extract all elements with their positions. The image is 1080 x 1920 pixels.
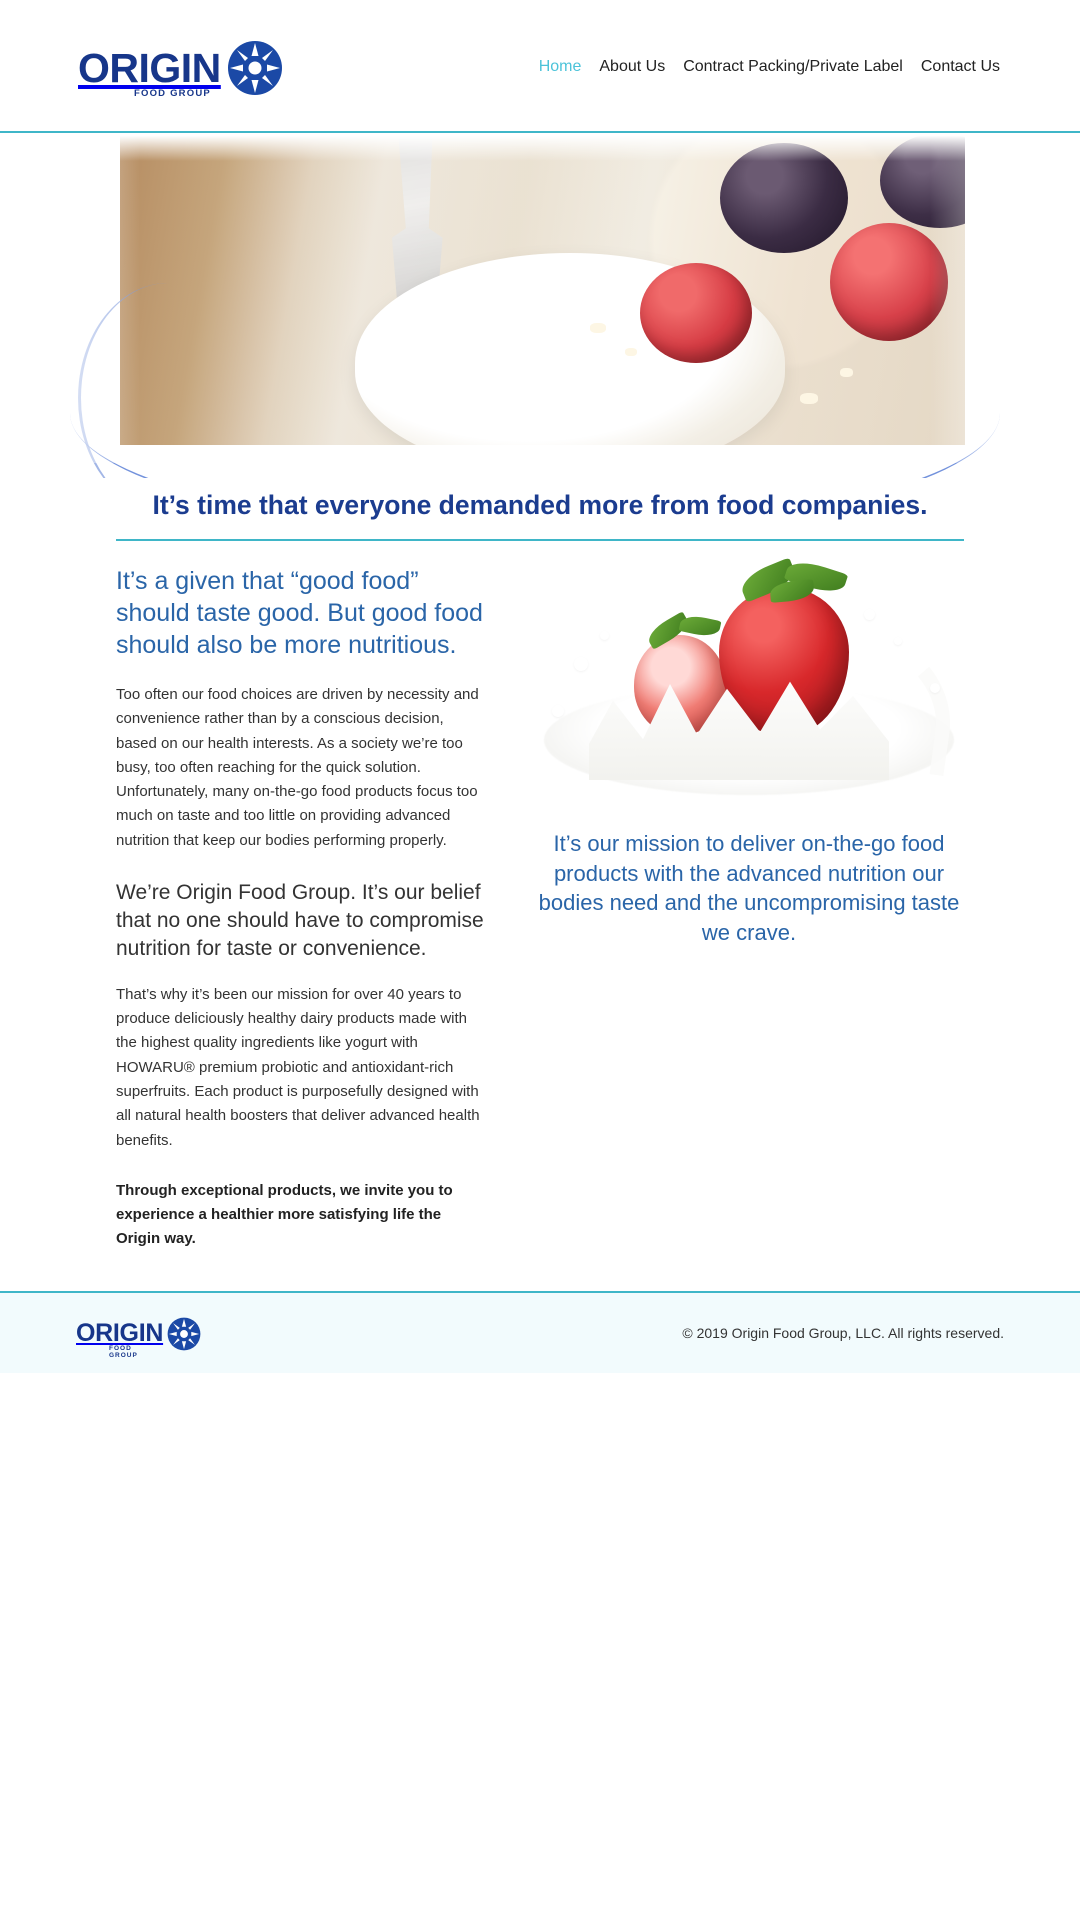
hero-fade bbox=[0, 133, 1080, 161]
footer-logo-wordmark: ORIGIN bbox=[76, 1319, 164, 1348]
left-column bbox=[116, 565, 486, 1251]
right-column bbox=[534, 565, 964, 1251]
body-paragraph-2: That’s why it’s been our mission for over 40 years to produce deliciously healthy dairy products made with the highest quality ingredients like yogurt with HOWARU® premium probiotic and antioxidant-rich superfruits. Each product is purposefully designed with all natural health boosters that deliver advanced health benefits. bbox=[116, 985, 480, 1149]
hero-fade bbox=[0, 133, 140, 463]
closing-statement: Through exceptional products, we invite you to experience a healthier more satisfying life the Origin way. bbox=[116, 1181, 453, 1247]
lead-paragraph: It’s a given that “good food” should taste good. But good food should also be more nutritious. bbox=[116, 567, 483, 659]
primary-nav bbox=[539, 58, 1000, 76]
logo-wordmark: ORIGIN bbox=[78, 44, 221, 91]
copyright-text: © 2019 Origin Food Group, LLC. All rights reserved. bbox=[682, 1324, 1004, 1341]
mission-statement: It’s our mission to deliver on-the-go food products with the advanced nutrition our bodies need and the uncompromising taste we crave. bbox=[538, 831, 960, 946]
page-title: It’s time that everyone demanded more from food companies. bbox=[152, 490, 928, 520]
milk-droplet bbox=[930, 683, 940, 693]
site-footer bbox=[0, 1291, 1080, 1373]
strawberry-milk-splash-image bbox=[534, 565, 964, 805]
body-paragraph-1: Too often our food choices are driven by necessity and convenience rather than by a conscious decision, based on our health interests. As a society we’re too busy, too often reaching for the quick solution. Unfortunately, many on-the-go food products focus too much on taste and too little on providing advanced nutrition that keep our bodies performing properly. bbox=[116, 686, 479, 849]
site-logo[interactable] bbox=[78, 40, 283, 99]
milk-droplet bbox=[574, 657, 588, 671]
milk-droplet bbox=[864, 609, 875, 620]
milk-droplet bbox=[894, 637, 902, 645]
empty-area-below-footer bbox=[0, 1373, 1080, 1920]
footer-logo[interactable] bbox=[76, 1317, 201, 1360]
origin-starburst-icon bbox=[227, 40, 283, 96]
nav-item-contact-us[interactable]: Contact Us bbox=[920, 58, 1000, 75]
nav-item-home[interactable]: Home bbox=[538, 58, 582, 75]
footer-logo-tagline: FOOD GROUP bbox=[109, 1345, 138, 1360]
section-subheading: We’re Origin Food Group. It’s our belief that no one should have to compromise nutrition for taste or convenience. bbox=[116, 881, 484, 960]
hero-fade bbox=[930, 133, 1080, 463]
nav-item-contract-packing[interactable]: Contract Packing/Private Label bbox=[683, 58, 903, 75]
milk-droplet bbox=[600, 631, 609, 640]
headline-divider bbox=[116, 539, 964, 541]
origin-starburst-icon bbox=[167, 1317, 201, 1351]
nav-item-about-us[interactable]: About Us bbox=[599, 58, 666, 75]
milk-droplet bbox=[552, 705, 564, 717]
main-content bbox=[40, 478, 1040, 1291]
site-header bbox=[0, 0, 1080, 133]
two-column-layout bbox=[116, 565, 964, 1251]
logo-tagline: FOOD GROUP bbox=[134, 87, 211, 99]
hero-banner bbox=[0, 133, 1080, 478]
